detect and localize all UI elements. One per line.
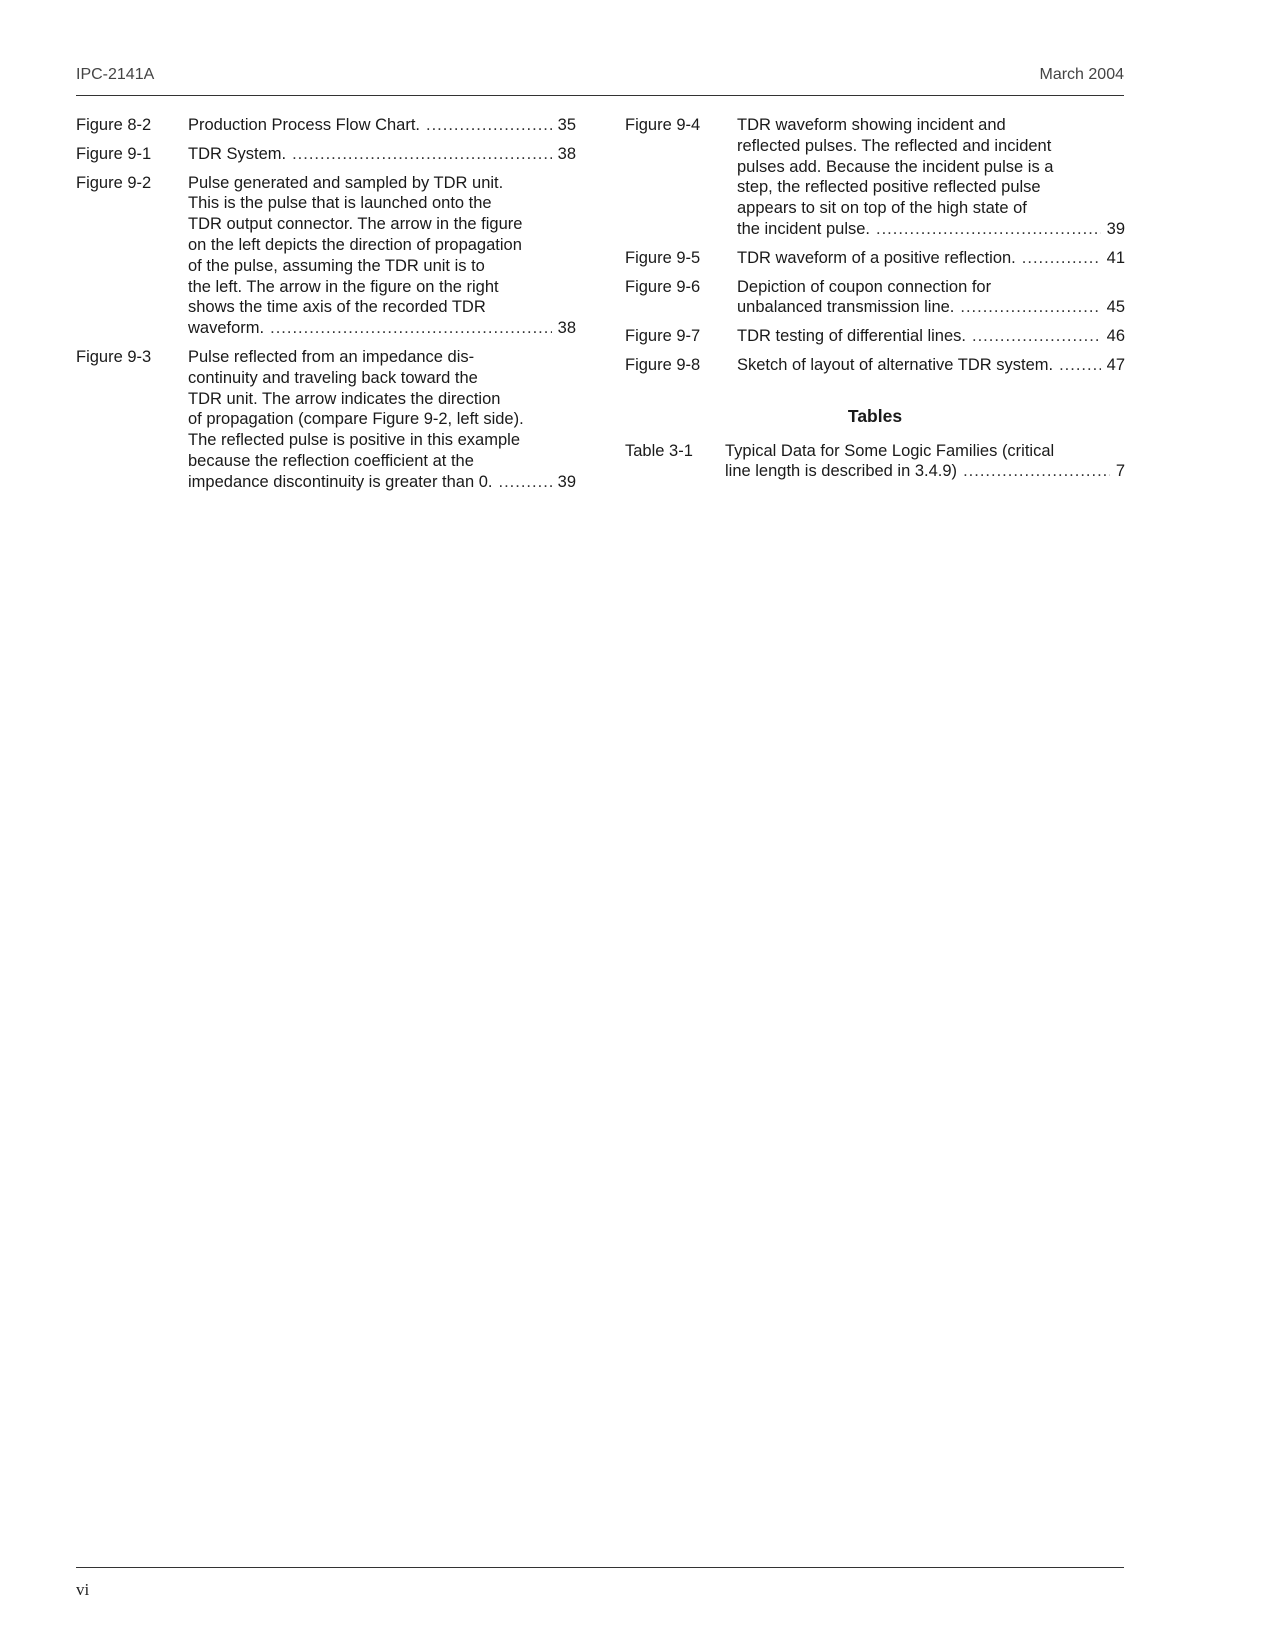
document-id: IPC-2141A xyxy=(76,66,155,83)
figure-number: Figure 9-6 xyxy=(625,277,701,296)
caption-line: on the left depicts the direction of propagation xyxy=(188,235,522,254)
tables-list xyxy=(625,441,1125,483)
figure-list-right xyxy=(625,115,1125,376)
caption-line: This is the pulse that is launched onto the xyxy=(188,194,492,213)
page-reference: 45 xyxy=(1106,298,1125,317)
caption-line: step, the reflected positive reflected pulse xyxy=(737,178,1041,197)
caption-line: pulses add. Because the incident pulse is a xyxy=(737,157,1054,176)
figure-list-entry[interactable] xyxy=(76,144,576,165)
caption-last-line xyxy=(188,144,576,165)
caption-line: waveform. xyxy=(188,319,265,338)
caption-last-line xyxy=(737,297,1125,318)
caption-last-line xyxy=(725,461,1125,482)
figure-number: Figure 9-2 xyxy=(76,173,152,192)
figure-list-entry[interactable] xyxy=(625,115,1125,240)
figure-list-entry[interactable] xyxy=(76,347,576,493)
dot-leader xyxy=(876,219,1101,240)
caption-line: appears to sit on top of the high state of xyxy=(737,199,1027,218)
page-reference: 35 xyxy=(557,116,576,134)
caption-line: unbalanced transmission line. xyxy=(737,298,955,317)
caption-line: Pulse generated and sampled by TDR unit. xyxy=(188,173,504,192)
dot-leader xyxy=(499,472,552,493)
left-column xyxy=(76,115,576,501)
table-number: Table 3-1 xyxy=(625,441,693,460)
caption-last-line xyxy=(188,318,576,339)
figure-number: Figure 9-1 xyxy=(76,144,152,163)
caption-line: Sketch of layout of alternative TDR system. xyxy=(737,355,1054,374)
caption-line: because the reflection coefficient at the xyxy=(188,451,474,470)
figure-list-entry[interactable] xyxy=(625,277,1125,319)
caption-line: The reflected pulse is positive in this example xyxy=(188,431,520,450)
entry-caption xyxy=(737,277,1125,319)
caption-last-line xyxy=(737,248,1125,269)
figure-number: Figure 9-8 xyxy=(625,355,701,374)
caption-last-line xyxy=(188,115,576,136)
caption-line: line length is described in 3.4.9) xyxy=(725,462,958,481)
caption-line: of propagation (compare Figure 9-2, left side). xyxy=(188,410,524,429)
figure-number: Figure 9-3 xyxy=(76,347,152,366)
entry-caption xyxy=(737,115,1125,240)
entry-caption xyxy=(188,347,576,493)
caption-line: Production Process Flow Chart. xyxy=(188,116,421,134)
page-reference: 39 xyxy=(557,472,576,491)
caption-line: TDR testing of differential lines. xyxy=(737,327,966,346)
figure-list-entry[interactable] xyxy=(76,173,576,339)
entry-caption xyxy=(737,248,1125,269)
page-reference: 46 xyxy=(1106,327,1125,346)
caption-line: Depiction of coupon connection for xyxy=(737,277,992,296)
page-reference: 39 xyxy=(1106,219,1125,238)
page-header xyxy=(76,64,1124,96)
dot-leader xyxy=(270,318,552,339)
dot-leader xyxy=(963,461,1110,482)
caption-line: of the pulse, assuming the TDR unit is to xyxy=(188,256,485,275)
figure-number: Figure 9-4 xyxy=(625,116,701,134)
caption-line: the left. The arrow in the figure on the right xyxy=(188,277,499,296)
caption-line: impedance discontinuity is greater than 0. xyxy=(188,472,493,491)
page-reference: 38 xyxy=(557,144,576,163)
tables-heading: Tables xyxy=(847,405,903,426)
document-date: March 2004 xyxy=(1039,66,1124,83)
page-reference: 41 xyxy=(1106,248,1125,267)
entry-caption xyxy=(188,115,576,136)
entry-caption xyxy=(188,173,576,339)
caption-line: TDR waveform of a positive reflection. xyxy=(737,248,1016,267)
page-reference: 47 xyxy=(1106,355,1125,374)
dot-leader xyxy=(960,297,1100,318)
caption-line: reflected pulses. The reflected and incident xyxy=(737,136,1052,155)
caption-last-line xyxy=(188,472,576,493)
page-footer xyxy=(76,1567,1124,1599)
figure-number: Figure 9-7 xyxy=(625,327,701,346)
caption-line: TDR output connector. The arrow in the figure xyxy=(188,215,523,234)
caption-last-line xyxy=(737,326,1125,347)
table-list-entry[interactable] xyxy=(625,441,1125,483)
caption-last-line xyxy=(737,219,1125,240)
right-column xyxy=(625,115,1125,490)
figure-list-entry[interactable] xyxy=(625,248,1125,269)
dot-leader xyxy=(292,144,552,165)
figure-list-entry[interactable] xyxy=(76,115,576,136)
caption-last-line xyxy=(737,355,1125,376)
figure-number: Figure 8-2 xyxy=(76,116,152,134)
caption-line: TDR unit. The arrow indicates the direction xyxy=(188,389,501,408)
caption-line: shows the time axis of the recorded TDR xyxy=(188,298,486,317)
figure-number: Figure 9-5 xyxy=(625,248,701,267)
entry-caption xyxy=(725,441,1125,483)
figure-list-entry[interactable] xyxy=(625,326,1125,347)
caption-line: TDR System. xyxy=(188,144,287,163)
page-reference: 7 xyxy=(1115,462,1125,481)
entry-caption xyxy=(737,355,1125,376)
dot-leader xyxy=(426,115,552,136)
dot-leader xyxy=(1022,248,1101,269)
entry-caption xyxy=(188,144,576,165)
caption-line: the incident pulse. xyxy=(737,219,871,238)
entry-caption xyxy=(737,326,1125,347)
caption-line: TDR waveform showing incident and xyxy=(737,116,1006,134)
dot-leader xyxy=(1059,355,1101,376)
caption-line: continuity and traveling back toward the xyxy=(188,368,478,387)
caption-line: Pulse reflected from an impedance dis- xyxy=(188,347,475,366)
page-number: vi xyxy=(76,1580,90,1599)
caption-line: Typical Data for Some Logic Families (critical xyxy=(725,441,1055,460)
dot-leader xyxy=(972,326,1101,347)
page-reference: 38 xyxy=(557,319,576,338)
figure-list-entry[interactable] xyxy=(625,355,1125,376)
